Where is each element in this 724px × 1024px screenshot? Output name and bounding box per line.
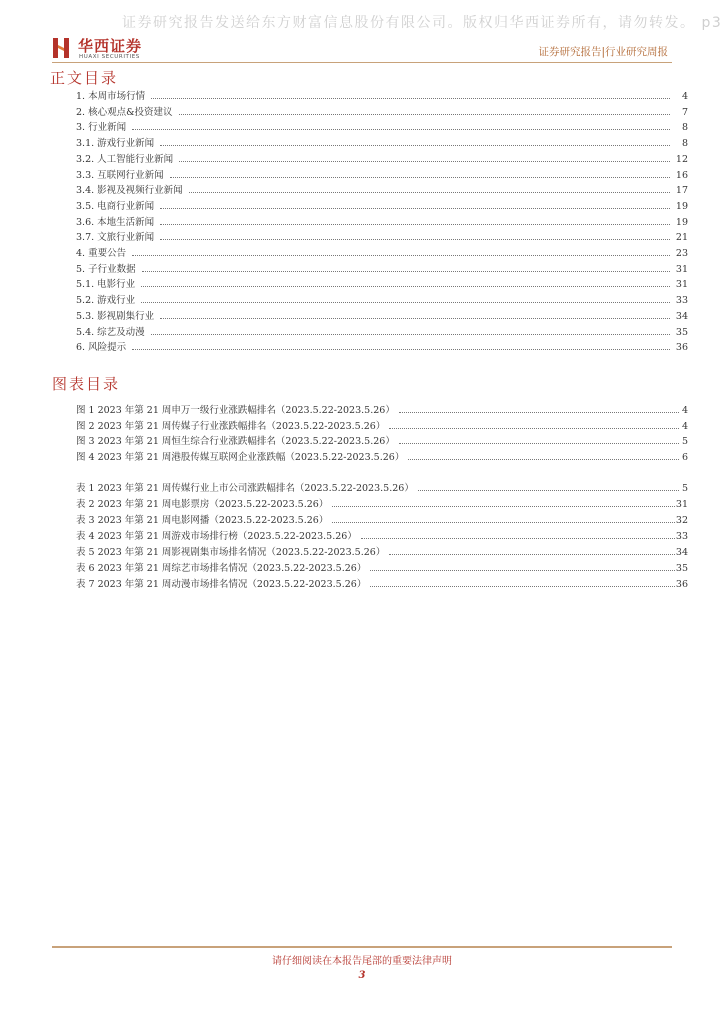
chart-entry-page: 4 [681, 420, 688, 432]
toc-entry-page: 16 [675, 169, 688, 181]
dot-leader [399, 412, 679, 413]
chart-entry-label: 图 2 2023 年第 21 周传媒子行业涨跌幅排名（2023.5.22-2023.5.26） [76, 420, 386, 432]
dot-leader [160, 145, 670, 146]
toc-entry-label: 3.5. 电商行业新闻 [76, 200, 155, 212]
toc-entry-page: 19 [675, 216, 688, 228]
table-entry[interactable] [76, 544, 688, 558]
toc-entry-label: 3. 行业新闻 [76, 122, 127, 134]
chart-entry[interactable] [76, 449, 688, 463]
toc-entry[interactable] [76, 339, 688, 353]
toc-entry-page: 31 [675, 279, 688, 291]
toc-entry-label: 5.3. 影视剧集行业 [76, 310, 155, 322]
toc-entry-label: 1. 本周市场行情 [76, 91, 146, 102]
chart-entry[interactable] [76, 418, 688, 432]
dot-leader [370, 586, 675, 587]
dot-leader [399, 443, 679, 444]
report-type: 证券研究报告|行业研究周报 [538, 46, 668, 58]
table-entry-label: 表 7 2023 年第 21 周动漫市场排名情况（2023.5.22-2023.5.26） [76, 579, 367, 590]
page-number: 3 [358, 970, 366, 981]
toc-entry[interactable] [76, 214, 688, 228]
toc-entry-label: 5.1. 电影行业 [76, 279, 136, 291]
table-entry[interactable] [76, 480, 688, 494]
legal-disclaimer: 请仔细阅读在本报告尾部的重要法律声明 [272, 956, 452, 967]
table-entry[interactable] [76, 576, 688, 590]
toc-entry-page: 33 [675, 295, 688, 307]
dot-leader [160, 318, 670, 319]
figures-title: 图表目录 [52, 375, 121, 393]
toc-entry[interactable] [76, 88, 688, 102]
dot-leader [408, 459, 679, 460]
toc-entry[interactable] [76, 292, 688, 306]
dot-leader [179, 161, 670, 162]
toc-entry-page: 4 [681, 91, 688, 102]
table-entry[interactable] [76, 496, 688, 510]
dot-leader [170, 177, 670, 178]
table-entry[interactable] [76, 560, 688, 574]
dot-leader [179, 114, 670, 115]
dot-leader [332, 522, 675, 523]
toc-entry[interactable] [76, 324, 688, 338]
toc-entry-page: 7 [681, 106, 688, 118]
chart-entry-label: 图 1 2023 年第 21 周申万一级行业涨跌幅排名（2023.5.22-2023.5.26） [76, 405, 395, 416]
chart-entry-label: 图 4 2023 年第 21 周港股传媒互联网企业涨跌幅（2023.5.22-2023.5.26） [76, 452, 405, 464]
dot-leader [370, 570, 675, 571]
toc-entry-label: 3.2. 人工智能行业新闻 [76, 153, 174, 165]
toc-title: 正文目录 [50, 69, 119, 87]
table-entry-page: 5 [681, 483, 688, 494]
table-entry-page: 32 [675, 515, 688, 526]
chart-entry-page: 5 [681, 436, 688, 448]
table-entry[interactable] [76, 512, 688, 526]
dot-leader [389, 428, 679, 429]
toc-entry-page: 8 [681, 138, 688, 150]
toc-entry[interactable] [76, 167, 688, 181]
toc-entry-page: 17 [675, 185, 688, 197]
dot-leader [389, 554, 675, 555]
chart-entry-label: 图 3 2023 年第 21 周恒生综合行业涨跌幅排名（2023.5.22-2023.5.26） [76, 436, 395, 448]
toc-entry[interactable] [76, 151, 688, 165]
chart-entry-page: 6 [681, 452, 688, 464]
watermark: 证券研究报告发送给东方财富信息股份有限公司。版权归华西证券所有，请勿转发。 p3 [122, 15, 723, 31]
table-entry-page: 31 [675, 499, 688, 510]
logo-name-cn: 华西证券 [78, 37, 143, 55]
toc-entry[interactable] [76, 104, 688, 118]
dot-leader [132, 129, 670, 130]
toc-entry-label: 5.4. 综艺及动漫 [76, 326, 145, 338]
dot-leader [160, 208, 670, 209]
dot-leader [151, 334, 670, 335]
toc-entry-page: 34 [675, 310, 688, 322]
huaxi-logo-icon [52, 36, 72, 60]
dot-leader [361, 538, 675, 539]
dot-leader [132, 349, 670, 350]
toc-entry-page: 12 [675, 153, 688, 165]
toc-entry-label: 3.7. 文旅行业新闻 [76, 232, 155, 244]
dot-leader [332, 506, 675, 507]
dot-leader [160, 239, 670, 240]
dot-leader [132, 255, 670, 256]
table-entry-page: 34 [675, 547, 688, 558]
toc-entry-label: 3.4. 影视及视频行业新闻 [76, 185, 183, 197]
toc-entry-page: 35 [675, 326, 688, 338]
toc-entry-page: 36 [675, 342, 688, 354]
table-entry-label: 表 2 2023 年第 21 周电影票房（2023.5.22-2023.5.26） [76, 499, 329, 510]
toc-entry-page: 31 [675, 263, 688, 275]
toc-entry[interactable] [76, 245, 688, 259]
toc-entry-label: 2. 核心观点&投资建议 [76, 106, 173, 118]
dot-leader [141, 286, 670, 287]
toc-entry-label: 5. 子行业数据 [76, 263, 136, 275]
footer-divider [52, 946, 672, 948]
dot-leader [141, 302, 670, 303]
logo-name-en: HUAXI SECURITIES [79, 54, 140, 60]
toc-entry[interactable] [76, 261, 688, 275]
table-entry[interactable] [76, 528, 688, 542]
table-entry-label: 表 4 2023 年第 21 周游戏市场排行榜（2023.5.22-2023.5.26） [76, 531, 357, 542]
dot-leader [189, 192, 670, 193]
toc-entry-page: 19 [675, 200, 688, 212]
toc-entry-page: 21 [675, 232, 688, 244]
dot-leader [418, 490, 679, 491]
table-entry-page: 35 [675, 563, 688, 574]
toc-entry-label: 5.2. 游戏行业 [76, 295, 136, 307]
dot-leader [151, 98, 670, 99]
toc-entry-page: 8 [681, 122, 688, 134]
toc-entry[interactable] [76, 119, 688, 133]
toc-entry-label: 4. 重要公告 [76, 248, 127, 259]
table-entry-label: 表 6 2023 年第 21 周综艺市场排名情况（2023.5.22-2023.5.26） [76, 563, 367, 574]
dot-leader [142, 271, 670, 272]
chart-entry[interactable] [76, 402, 688, 416]
chart-entry[interactable] [76, 433, 688, 447]
toc-entry-label: 3.3. 互联网行业新闻 [76, 169, 164, 181]
toc-entry-label: 3.6. 本地生活新闻 [76, 216, 155, 228]
table-entry-page: 33 [675, 531, 688, 542]
table-entry-label: 表 3 2023 年第 21 周电影网播（2023.5.22-2023.5.26） [76, 515, 329, 526]
toc-entry[interactable] [76, 229, 688, 243]
table-entry-label: 表 5 2023 年第 21 周影视剧集市场排名情况（2023.5.22-2023.5.26） [76, 547, 386, 558]
table-entry-page: 36 [675, 579, 688, 590]
toc-entry[interactable] [76, 308, 688, 322]
toc-entry[interactable] [76, 198, 688, 212]
toc-entry-label: 3.1. 游戏行业新闻 [76, 138, 155, 150]
toc-entry[interactable] [76, 182, 688, 196]
toc-entry[interactable] [76, 276, 688, 290]
dot-leader [160, 224, 670, 225]
chart-entry-page: 4 [681, 405, 688, 416]
toc-entry[interactable] [76, 135, 688, 149]
table-entry-label: 表 1 2023 年第 21 周传媒行业上市公司涨跌幅排名（2023.5.22-2023.5.26） [76, 483, 414, 494]
header-divider [52, 62, 672, 63]
toc-entry-label: 6. 风险提示 [76, 342, 127, 354]
toc-entry-page: 23 [675, 248, 688, 259]
